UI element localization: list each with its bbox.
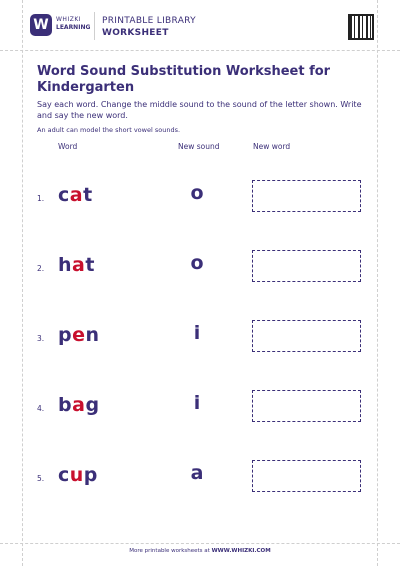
library-label [102,16,196,38]
item-number: 1. [37,194,45,203]
new-sound-letter: i [193,322,201,344]
word-middle: a [72,394,86,416]
list-item [0,460,400,496]
source-word [58,464,98,486]
answer-box[interactable] [252,320,361,352]
source-word [58,394,100,416]
list-item [0,320,400,356]
word-end: p [83,464,98,486]
new-sound-letter: o [190,252,204,274]
word-start: c [58,184,70,206]
source-word [58,324,100,346]
word-middle: u [69,464,84,486]
word-start: b [58,394,73,416]
item-number: 4. [37,404,45,413]
word-start: c [58,464,70,486]
word-start: h [58,254,73,276]
source-word [58,184,93,206]
brand-top: WHIZKI [56,16,82,23]
item-number: 2. [37,264,45,273]
column-header-new-word: New word [253,142,291,151]
word-end: t [83,184,93,206]
answer-box[interactable] [252,460,361,492]
new-sound-letter: o [190,182,204,204]
list-item [0,390,400,426]
qr-code-icon [348,14,374,40]
worksheet-text: WORKSHEET [102,28,169,38]
new-sound-letter: i [193,392,201,414]
footer-text: More printable worksheets at [129,548,212,554]
column-header-new-sound: New sound [178,142,220,151]
brand-bottom: LEARNING [56,24,91,31]
page-title: Word Sound Substitution Worksheet for Kindergarten [37,64,331,95]
library-text: PRINTABLE LIBRARY [102,16,196,26]
footer [0,548,400,554]
word-end: t [85,254,95,276]
word-end: n [85,324,100,346]
brand-name [56,16,90,32]
list-item [0,180,400,216]
new-sound-letter: a [190,462,204,484]
instructions: Say each word. Change the middle sound to the sound of the letter shown. Write and say the new word. [37,100,362,120]
word-start: p [58,324,73,346]
answer-box[interactable] [252,390,361,422]
column-header-word: Word [58,142,78,151]
item-number: 5. [37,474,45,483]
word-middle: a [72,254,86,276]
word-middle: e [72,324,86,346]
answer-box[interactable] [252,250,361,282]
header [22,8,378,46]
header-separator [94,12,95,40]
whizki-logo-icon: W [30,14,52,36]
adult-note: An adult can model the short vowel sounds. [37,126,181,134]
item-number: 3. [37,334,45,343]
list-item [0,250,400,286]
word-middle: a [69,184,84,206]
header-divider [0,50,400,51]
word-end: g [85,394,100,416]
answer-box[interactable] [252,180,361,212]
footer-divider [0,543,400,544]
source-word [58,254,95,276]
footer-link[interactable]: WWW.WHIZKI.COM [211,548,271,554]
